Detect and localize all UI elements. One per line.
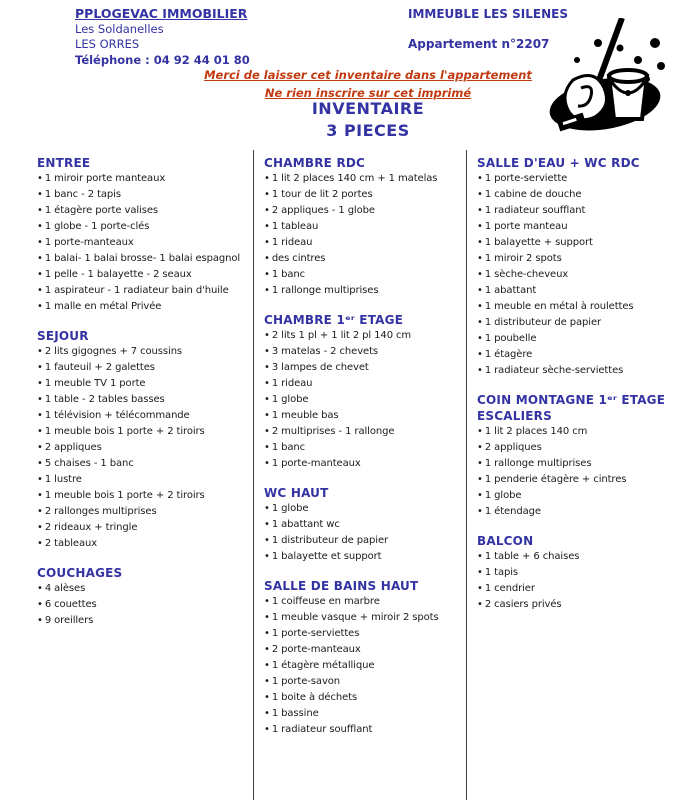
item-text: des cintres — [271, 253, 326, 264]
inventory-item — [477, 456, 686, 472]
inventory-item — [264, 706, 464, 722]
agency-residence: Les Soldanelles — [75, 21, 164, 36]
bullet-icon: • — [477, 333, 483, 344]
item-text: 1 boite à déchets — [271, 692, 358, 703]
inventory-item — [37, 408, 251, 424]
inventory-item — [264, 642, 464, 658]
bullet-icon: • — [264, 269, 270, 280]
item-text: 3 matelas - 2 chevets — [271, 346, 379, 357]
bullet-icon: • — [264, 628, 270, 639]
item-text: 2 porte-manteaux — [271, 644, 361, 655]
section-title: SALLE DE BAINS HAUT — [264, 579, 419, 593]
item-text: 1 meuble vasque + miroir 2 spots — [271, 612, 439, 623]
item-text: 1 lit 2 places 140 cm — [484, 426, 588, 437]
item-text: 1 meuble TV 1 porte — [44, 378, 146, 389]
bullet-icon: • — [264, 644, 270, 655]
inventory-item — [477, 347, 686, 363]
item-text: 1 banc — [271, 442, 306, 453]
inventory-item — [477, 472, 686, 488]
section-salle-d-eau-wc-rdc — [477, 155, 686, 379]
inventory-item — [37, 456, 251, 472]
inventory-item — [477, 267, 686, 283]
building-name: IMMEUBLE LES SILENES — [408, 7, 568, 21]
inventory-item — [477, 171, 686, 187]
bullet-icon: • — [37, 221, 43, 232]
item-text: 1 étagère — [484, 349, 533, 360]
item-text: 1 meuble bas — [271, 410, 339, 421]
inventory-item — [264, 456, 464, 472]
inventory-item — [37, 283, 251, 299]
bullet-icon: • — [264, 708, 270, 719]
inventory-item — [264, 610, 464, 626]
item-text: 1 cendrier — [484, 583, 535, 594]
inventory-columns — [0, 150, 688, 800]
bullet-icon: • — [477, 490, 483, 501]
bullet-icon: • — [264, 378, 270, 389]
inventory-item — [264, 392, 464, 408]
section-sejour — [37, 328, 251, 552]
item-text: 9 oreillers — [44, 615, 94, 626]
section-title: COIN MONTAGNE 1ᵉʳ ETAGE — [477, 393, 666, 407]
item-text: 1 distributeur de papier — [484, 317, 602, 328]
bullet-icon: • — [264, 458, 270, 469]
item-text: 1 meuble bois 1 porte + 2 tiroirs — [44, 426, 205, 437]
bullet-icon: • — [37, 410, 43, 421]
bullet-icon: • — [477, 237, 483, 248]
inventory-item — [264, 440, 464, 456]
section-title: WC HAUT — [264, 486, 329, 500]
notice-block — [75, 66, 661, 102]
item-text: 1 aspirateur - 1 radiateur bain d'huile — [44, 285, 229, 296]
agency-phone: Téléphone : 04 92 44 01 80 — [75, 52, 250, 67]
bullet-icon: • — [477, 458, 483, 469]
item-text: 1 radiateur soufflant — [484, 205, 586, 216]
bullet-icon: • — [477, 349, 483, 360]
bullet-icon: • — [477, 253, 483, 264]
inventory-item — [37, 472, 251, 488]
item-text: 2 lits 1 pl + 1 lit 2 pl 140 cm — [271, 330, 412, 341]
inventory-item — [264, 360, 464, 376]
inventory-item — [37, 219, 251, 235]
inventory-item — [37, 392, 251, 408]
bullet-icon: • — [477, 365, 483, 376]
item-text: 1 balai- 1 balai brosse- 1 balai espagnol — [44, 253, 241, 264]
bullet-icon: • — [37, 458, 43, 469]
item-text: 1 tapis — [484, 567, 519, 578]
inventory-item — [37, 251, 251, 267]
bullet-icon: • — [264, 410, 270, 421]
item-text: 1 porte-serviette — [484, 173, 568, 184]
section-chambre-rdc — [264, 155, 464, 299]
inventory-item — [37, 581, 251, 597]
bullet-icon: • — [477, 301, 483, 312]
bullet-icon: • — [264, 692, 270, 703]
agency-city: LES ORRES — [75, 37, 140, 51]
item-text: 1 coiffeuse en marbre — [271, 596, 380, 607]
inventory-item — [37, 376, 251, 392]
inventory-item — [264, 267, 464, 283]
item-text: 2 tableaux — [44, 538, 98, 549]
bullet-icon: • — [37, 301, 43, 312]
bullet-icon: • — [264, 362, 270, 373]
item-text: 1 balayette + support — [484, 237, 593, 248]
item-text: 3 lampes de chevet — [271, 362, 369, 373]
inventory-item — [37, 171, 251, 187]
inventory-item — [37, 520, 251, 536]
item-text: 1 distributeur de papier — [271, 535, 389, 546]
agency-block — [75, 6, 250, 68]
item-text: 1 tour de lit 2 portes — [271, 189, 373, 200]
item-text: 1 porte-manteaux — [271, 458, 361, 469]
section-title: ENTREE — [37, 156, 91, 170]
item-text: 1 pelle - 1 balayette - 2 seaux — [44, 269, 192, 280]
item-text: 1 globe - 1 porte-clés — [44, 221, 150, 232]
item-text: 1 miroir 2 spots — [484, 253, 562, 264]
item-text: 2 appliques — [484, 442, 542, 453]
inventory-item — [264, 722, 464, 738]
inventory-item — [37, 440, 251, 456]
bullet-icon: • — [264, 221, 270, 232]
inventory-item — [37, 504, 251, 520]
item-text: 1 table + 6 chaises — [484, 551, 580, 562]
inventory-item — [37, 235, 251, 251]
bullet-icon: • — [37, 538, 43, 549]
item-text: 1 globe — [271, 503, 309, 514]
item-text: 1 lustre — [44, 474, 82, 485]
bullet-icon: • — [37, 189, 43, 200]
inventory-item — [264, 517, 464, 533]
item-text: 1 balayette et support — [271, 551, 382, 562]
inventory-item — [477, 203, 686, 219]
inventory-item — [477, 315, 686, 331]
bullet-icon: • — [264, 612, 270, 623]
bullet-icon: • — [37, 173, 43, 184]
item-text: 1 globe — [271, 394, 309, 405]
inventory-item — [477, 581, 686, 597]
bullet-icon: • — [37, 506, 43, 517]
item-text: 1 bassine — [271, 708, 319, 719]
section-title: ESCALIERS — [477, 409, 552, 423]
item-text: 1 sèche-cheveux — [484, 269, 569, 280]
section-title: SEJOUR — [37, 329, 89, 343]
inventory-item — [264, 187, 464, 203]
inventory-item — [477, 235, 686, 251]
section-title: SALLE D'EAU + WC RDC — [477, 156, 640, 170]
inventory-item — [264, 594, 464, 610]
bullet-icon: • — [264, 173, 270, 184]
inventory-item — [37, 344, 251, 360]
bullet-icon: • — [477, 205, 483, 216]
inventory-item — [264, 219, 464, 235]
bullet-icon: • — [37, 362, 43, 373]
bullet-icon: • — [264, 551, 270, 562]
bullet-icon: • — [264, 519, 270, 530]
column-3 — [466, 150, 688, 800]
item-text: 1 abattant wc — [271, 519, 340, 530]
item-text: 1 rallonge multiprises — [484, 458, 592, 469]
item-text: 1 porte-manteaux — [44, 237, 134, 248]
bullet-icon: • — [477, 567, 483, 578]
item-text: 1 penderie étagère + cintres — [484, 474, 627, 485]
section-entree — [37, 155, 251, 315]
item-text: 1 porte manteau — [484, 221, 568, 232]
apartment-number: Appartement n°2207 — [408, 37, 550, 51]
bullet-icon: • — [37, 269, 43, 280]
bullet-icon: • — [37, 237, 43, 248]
inventory-item — [477, 504, 686, 520]
bullet-icon: • — [477, 599, 483, 610]
item-text: 2 rallonges multiprises — [44, 506, 157, 517]
bullet-icon: • — [477, 583, 483, 594]
inventory-item — [477, 283, 686, 299]
bullet-icon: • — [37, 490, 43, 501]
inventory-item — [264, 283, 464, 299]
column-2 — [253, 150, 466, 800]
inventory-item — [264, 376, 464, 392]
inventory-item — [264, 549, 464, 565]
inventory-item — [264, 533, 464, 549]
bullet-icon: • — [477, 221, 483, 232]
inventory-item — [477, 597, 686, 613]
item-text: 1 cabine de douche — [484, 189, 582, 200]
bullet-icon: • — [264, 205, 270, 216]
item-text: 1 fauteuil + 2 galettes — [44, 362, 155, 373]
bullet-icon: • — [477, 173, 483, 184]
item-text: 2 appliques — [44, 442, 102, 453]
inventory-item — [264, 171, 464, 187]
inventory-item — [264, 658, 464, 674]
notice-line-1: Merci de laisser cet inventaire dans l'appartement — [204, 68, 532, 82]
bullet-icon: • — [37, 615, 43, 626]
inventory-item — [264, 328, 464, 344]
inventory-item — [477, 331, 686, 347]
bullet-icon: • — [264, 596, 270, 607]
section-title: BALCON — [477, 534, 534, 548]
inventory-item — [264, 501, 464, 517]
inventory-item — [37, 187, 251, 203]
item-text: 4 alèses — [44, 583, 86, 594]
bullet-icon: • — [264, 253, 270, 264]
bullet-icon: • — [37, 426, 43, 437]
item-text: 1 radiateur soufflant — [271, 724, 373, 735]
inventory-item — [477, 424, 686, 440]
inventory-item — [477, 251, 686, 267]
bullet-icon: • — [477, 317, 483, 328]
bullet-icon: • — [264, 660, 270, 671]
inventory-item — [37, 203, 251, 219]
section-balcon — [477, 533, 686, 613]
item-text: 1 abattant — [484, 285, 537, 296]
bullet-icon: • — [477, 506, 483, 517]
bullet-icon: • — [37, 205, 43, 216]
bullet-icon: • — [264, 442, 270, 453]
bullet-icon: • — [37, 346, 43, 357]
bullet-icon: • — [37, 394, 43, 405]
inventory-item — [477, 187, 686, 203]
bullet-icon: • — [264, 394, 270, 405]
bullet-icon: • — [477, 426, 483, 437]
document-subtitle: 3 PIECES — [326, 121, 410, 140]
bullet-icon: • — [477, 269, 483, 280]
item-text: 1 lit 2 places 140 cm + 1 matelas — [271, 173, 438, 184]
item-text: 5 chaises - 1 banc — [44, 458, 134, 469]
item-text: 1 malle en métal Privée — [44, 301, 162, 312]
inventory-item — [477, 549, 686, 565]
section-chambre-1-etage — [264, 312, 464, 472]
section-salle-de-bains-haut — [264, 578, 464, 738]
bullet-icon: • — [264, 535, 270, 546]
item-text: 1 tableau — [271, 221, 319, 232]
bullet-icon: • — [477, 551, 483, 562]
inventory-item — [264, 251, 464, 267]
bullet-icon: • — [37, 285, 43, 296]
inventory-item — [264, 674, 464, 690]
bullet-icon: • — [264, 346, 270, 357]
item-text: 2 appliques - 1 globe — [271, 205, 375, 216]
section-title: CHAMBRE 1ᵉʳ ETAGE — [264, 313, 404, 327]
item-text: 1 rallonge multiprises — [271, 285, 379, 296]
document-title: INVENTAIRE — [311, 99, 425, 118]
bullet-icon: • — [264, 330, 270, 341]
section-couchages — [37, 565, 251, 629]
bullet-icon: • — [477, 189, 483, 200]
bullet-icon: • — [264, 285, 270, 296]
bullet-icon: • — [264, 676, 270, 687]
inventory-item — [37, 488, 251, 504]
bullet-icon: • — [37, 378, 43, 389]
inventory-item — [37, 360, 251, 376]
bullet-icon: • — [37, 599, 43, 610]
item-text: 1 poubelle — [484, 333, 537, 344]
bullet-icon: • — [37, 253, 43, 264]
inventory-item — [264, 690, 464, 706]
item-text: 1 meuble en métal à roulettes — [484, 301, 634, 312]
item-text: 1 télévision + télécommande — [44, 410, 190, 421]
item-text: 1 banc — [271, 269, 306, 280]
inventory-item — [37, 536, 251, 552]
inventory-item — [264, 344, 464, 360]
bullet-icon: • — [477, 442, 483, 453]
item-text: 1 porte-savon — [271, 676, 341, 687]
bullet-icon: • — [477, 285, 483, 296]
item-text: 1 miroir porte manteaux — [44, 173, 166, 184]
item-text: 6 couettes — [44, 599, 97, 610]
inventory-item — [477, 219, 686, 235]
inventory-item — [37, 299, 251, 315]
item-text: 2 rideaux + tringle — [44, 522, 138, 533]
inventory-item — [264, 408, 464, 424]
inventory-item — [37, 424, 251, 440]
bullet-icon: • — [37, 583, 43, 594]
bullet-icon: • — [477, 474, 483, 485]
agency-name: PPLOGEVAC IMMOBILIER — [75, 6, 248, 21]
section-coin-montagne-1-etage — [477, 392, 686, 520]
item-text: 2 lits gigognes + 7 coussins — [44, 346, 183, 357]
inventory-item — [37, 613, 251, 629]
bullet-icon: • — [264, 426, 270, 437]
inventory-item — [37, 597, 251, 613]
column-1 — [0, 150, 253, 800]
bullet-icon: • — [37, 442, 43, 453]
bullet-icon: • — [37, 474, 43, 485]
inventory-item — [477, 565, 686, 581]
inventory-item — [477, 363, 686, 379]
inventory-item — [477, 440, 686, 456]
item-text: 1 rideau — [271, 378, 313, 389]
notice-line-2: Ne rien inscrire sur cet imprimé — [264, 86, 472, 100]
inventory-item — [264, 203, 464, 219]
inventory-item — [264, 626, 464, 642]
item-text: 1 rideau — [271, 237, 313, 248]
inventory-item — [264, 235, 464, 251]
item-text: 2 multiprises - 1 rallonge — [271, 426, 395, 437]
item-text: 1 étagère porte valises — [44, 205, 158, 216]
bullet-icon: • — [264, 503, 270, 514]
section-wc-haut — [264, 485, 464, 565]
item-text: 1 étendage — [484, 506, 541, 517]
item-text: 1 globe — [484, 490, 522, 501]
inventory-item — [477, 299, 686, 315]
item-text: 1 banc - 2 tapis — [44, 189, 121, 200]
inventory-item — [37, 267, 251, 283]
item-text: 1 porte-serviettes — [271, 628, 360, 639]
bullet-icon: • — [37, 522, 43, 533]
bullet-icon: • — [264, 237, 270, 248]
inventory-item — [264, 424, 464, 440]
item-text: 1 table - 2 tables basses — [44, 394, 165, 405]
inventory-item — [477, 488, 686, 504]
item-text: 2 casiers privés — [484, 599, 562, 610]
bullet-icon: • — [264, 189, 270, 200]
section-title: COUCHAGES — [37, 566, 123, 580]
item-text: 1 radiateur sèche-serviettes — [484, 365, 624, 376]
item-text: 1 étagère métallique — [271, 660, 375, 671]
item-text: 1 meuble bois 1 porte + 2 tiroirs — [44, 490, 205, 501]
bullet-icon: • — [264, 724, 270, 735]
section-title: CHAMBRE RDC — [264, 156, 366, 170]
